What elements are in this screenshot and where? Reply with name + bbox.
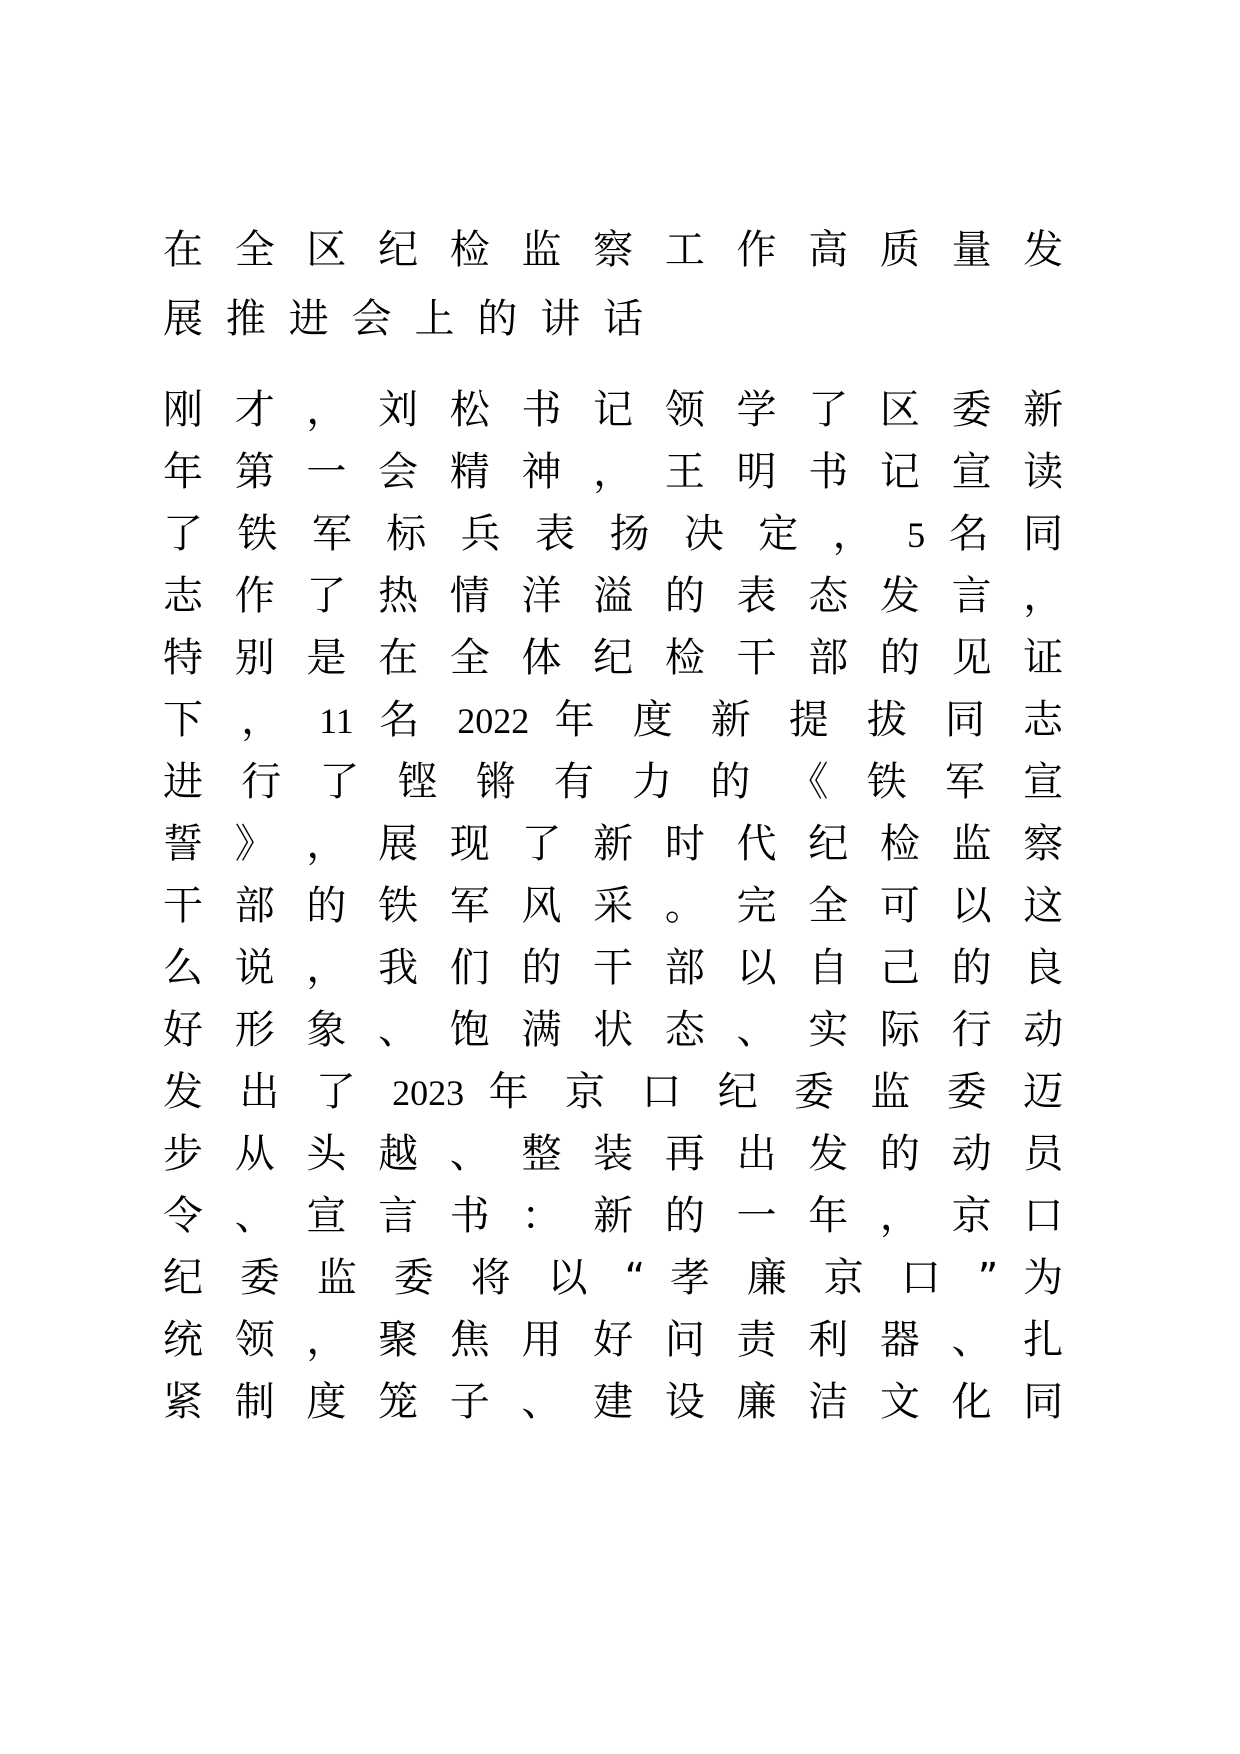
title-line: 展 推 进 会 上 的 讲 话 [163, 296, 644, 342]
body-line: 进 行 了 铿 锵 有 力 的 《 铁 军 宣 [163, 759, 1064, 805]
body-line: 年 第 一 会 精 神 ， 王 明 书 记 宣 读 [163, 449, 1064, 495]
body-line: 么 说 ， 我 们 的 干 部 以 自 己 的 良 [163, 945, 1064, 991]
body-line: 好 形 象 、 饱 满 状 态 、 实 际 行 动 [163, 1007, 1064, 1053]
body-line: 刚 才 ， 刘 松 书 记 领 学 了 区 委 新 [163, 387, 1064, 433]
body-line: 了 铁 军 标 兵 表 扬 决 定 ， 5 名 同 [163, 511, 1064, 557]
body-line: 步 从 头 越 、 整 装 再 出 发 的 动 员 [163, 1131, 1064, 1177]
body-line: 纪 委 监 委 将 以 “ 孝 廉 京 口 ” 为 [163, 1255, 1064, 1301]
body-line: 下 ， 11 名 2022 年 度 新 提 拔 同 志 [163, 697, 1064, 743]
body-line: 令 、 宣 言 书 ： 新 的 一 年 ， 京 口 [163, 1193, 1064, 1239]
body-line: 特 别 是 在 全 体 纪 检 干 部 的 见 证 [163, 635, 1064, 681]
title-line: 在 全 区 纪 检 监 察 工 作 高 质 量 发 [163, 227, 1064, 273]
body-line: 发 出 了 2023 年 京 口 纪 委 监 委 迈 [163, 1069, 1064, 1115]
body-line: 志 作 了 热 情 洋 溢 的 表 态 发 言 ， [163, 573, 1064, 619]
body-line: 干 部 的 铁 军 风 采 。 完 全 可 以 这 [163, 883, 1064, 929]
body-line: 誓 》 ， 展 现 了 新 时 代 纪 检 监 察 [163, 821, 1064, 867]
body-line: 紧 制 度 笼 子 、 建 设 廉 洁 文 化 同 [163, 1379, 1064, 1425]
body-line: 统 领 ， 聚 焦 用 好 问 责 利 器 、 扎 [163, 1317, 1064, 1363]
